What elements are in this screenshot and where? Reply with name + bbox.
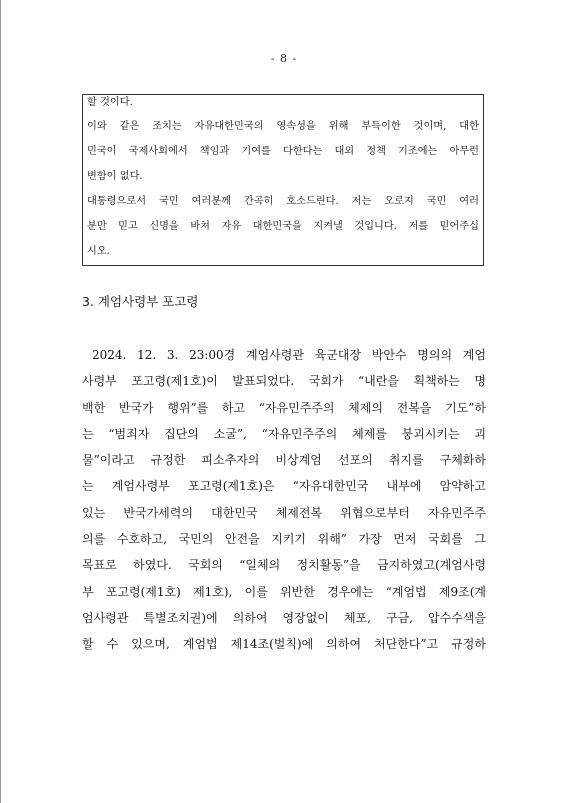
section-heading: 3. 계엄사령부 포고령	[82, 294, 199, 309]
statement-line: 할 것이다.	[87, 97, 133, 108]
quoted-statement-box	[82, 94, 484, 266]
statement-line: 민국이 국제사회에서 책임과 기여를 다한다는 대외 정책 기조에는 아무런	[87, 146, 479, 157]
body-line: 있는 반국가세력의 대한민국 체제전복 위협으로부터 자유민주주	[82, 505, 486, 520]
body-line: 는 계엄사령부 포고령(제1호)은 “자유대한민국 내부에 암약하고	[82, 479, 486, 494]
body-line: 물”이라고 규정한 피소추자의 비상계엄 선포의 취지를 구체화하	[82, 453, 486, 468]
statement-line: 이와 같은 조치는 자유대한민국의 영속성을 위해 부득이한 것이며, 대한	[87, 121, 479, 132]
body-line: 부 포고령(제1호) 제1호), 이를 위반한 경우에는 “계엄법 제9조(계	[82, 584, 486, 599]
statement-line: 시오.	[87, 246, 110, 257]
body-line: 는 “범죄자 집단의 소굴”, “자유민주주의 체제를 붕괴시키는 괴	[82, 426, 486, 441]
statement-line: 분만 믿고 신명을 바쳐 자유 대한민국을 지켜낼 것입니다. 저를 믿어주십	[87, 221, 479, 232]
section-body	[82, 342, 486, 658]
page-number: - 8 -	[270, 52, 298, 65]
body-line: 백한 반국가 행위”를 하고 “자유민주주의 체제의 전복을 기도”하	[82, 400, 486, 415]
body-line: 할 수 있으며, 계엄법 제14조(벌칙)에 의하여 처단한다”고 규정하	[82, 637, 486, 652]
body-line: 2024. 12. 3. 23:00경 계엄사령관 육군대장 박안수 명의의 계엄	[92, 348, 486, 362]
page-left-edge	[0, 0, 1, 803]
statement-line: 대통령으로서 국민 여러분께 간곡히 호소드린다. 저는 오로지 국민 여러	[87, 196, 479, 207]
body-line: 의를 수호하고, 국민의 안전을 지키기 위해” 가장 먼저 국회를 그	[82, 532, 486, 547]
body-line: 목표로 하였다. 국회의 “일체의 정치활동”을 금지하였고(계엄사령	[82, 558, 486, 573]
statement-line: 변함이 없다.	[87, 171, 143, 182]
body-line: 엄사령관 특별조치권)에 의하여 영장없이 체포, 구금, 압수수색을	[82, 610, 486, 625]
body-line: 사령부 포고령(제1호)이 발표되었다. 국회가 “내란을 획책하는 명	[82, 374, 486, 389]
